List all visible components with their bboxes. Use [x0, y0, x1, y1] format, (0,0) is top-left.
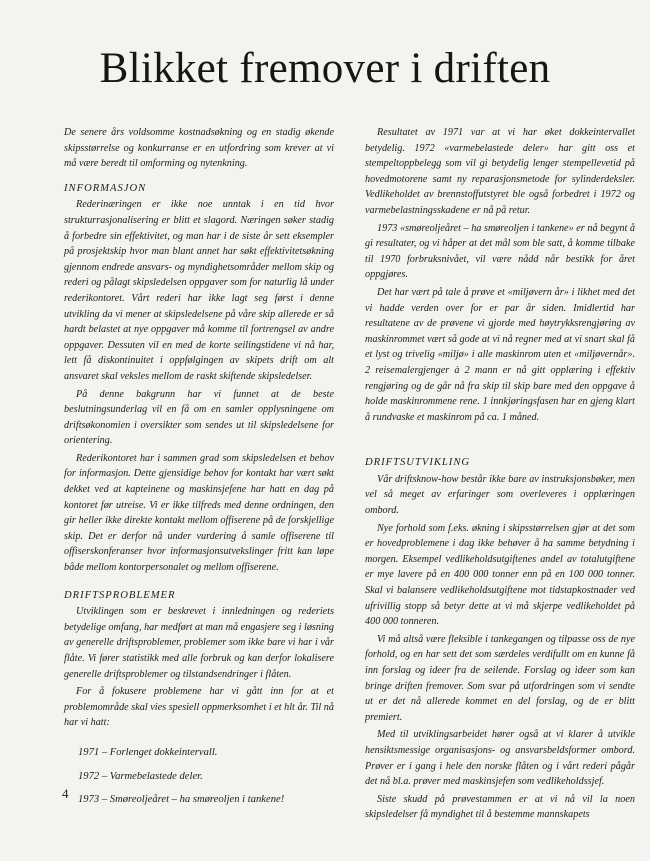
right-column: [365, 125, 635, 825]
body-paragraph: For å fokusere problemene har vi gått inn for at et problemområde skal vies spesiell oppmerksomhet i et hlt år. Til nå har vi hatt:: [64, 686, 334, 729]
list-item: 1971 – Forlenget dokkeintervall.: [78, 746, 218, 758]
body-paragraph: Nye forhold som f.eks. økning i skipsstørrelsen gjør at det som er hovedproblemene i dag ikke behøver å ha samme betydning i morgen. Eksempel vedlikeholdsutgiftenes andel av totalutgiftene er mye lavere på en 400 000 tonner enn på en 100 000 tonner. Skal vi balansere vedlikeholdsutgiftene mot tidstapkostnader ved ufrivillig stopp så betyr dette at vi må skjerpe vedlikeholdet på 400 000 tonneren.: [365, 522, 635, 628]
body-paragraph: Siste skudd på prøvestammen er at vi nå vil la noen skipsledelser få myndighet til å bestemme mannskapets: [365, 793, 635, 821]
page-title: Blikket fremover i driften: [99, 45, 551, 92]
body-paragraph: Det har vært på tale å prøve et «miljøvern år» i likhet med det vi hadde verden over for er par år siden. Imidlertid har resultatene av de prøvene vi gjorde med høytrykksrengjøring av maskinrommet vært så gode at vi nå regner med at vi snart skal få et lyst og trivelig «miljø» i alle maskinrom uten et «miljøvernår». 2 reisemalergjenger à 2 mann er nå gitt opplæring i effektiv rengjøring og de går nå fra skip til skip bare med den oppgave å holde maskinrommene rene. 1 innkjøringsfasen har en gjeng klart å rundvaske et maskinrom på ca. 1 måned.: [365, 286, 635, 423]
body-paragraph: 1973 «smøreoljeåret – ha smøreoljen i tankene» er nå begynt å gi resultater, og vi håper at det mål som ble satt, å komme tilbake til 1970 forbruksnivået, vil være nådd når bestikk for året oppgjøres.: [365, 222, 635, 281]
body-paragraph: Vår driftsknow-how består ikke bare av instruksjonsbøker, men vel så meget av erfaringer som overleveres i opplæringen ombord.: [365, 473, 635, 517]
body-paragraph: Resultatet av 1971 var at vi har øket dokkeintervallet betydelig. 1972 «varmebelastede deler» har gitt oss et stempeltoppbelegg som vil gi betydelig lenger stempellevetid på hovedmotorene samt ny reparasjonsmetode for sylinderdeksler. Vedlikeholdet av brennstoffutstyret ble også forbedret i 1972 og varmebelastningsskadene er nå på retur.: [365, 127, 635, 216]
section-heading-informasjon: INFORMASJON: [64, 182, 147, 194]
list-item: 1973 – Smøreoljeåret – ha smøreoljen i tankene!: [78, 794, 285, 806]
intro-paragraph: De senere års voldsomme kostnadsøkning og en stadig økende skipsstørrelse og konkurranse er en utfordring som krever at vi må være beredt til omforming og nytenkning.: [64, 127, 334, 170]
section-heading-driftsproblemer: DRIFTSPROBLEMER: [64, 589, 176, 601]
year-list: [78, 745, 334, 808]
body-paragraph: Rederinæringen er ikke noe unntak i en tid hvor strukturrasjonalisering er blitt et slagord. Næringen søker stadig å forbedre sin effektivitet, og man har i de siste år sett eksempler på prosjektskip hvor man blant annet har søkt effektivitetsøkning gjennom endrede ansvars- og myndighetsområder mellom skip og rederi og pålagt skipsledelsen oppgaver som for naturlig lå under rederikontoret. Vårt rederi har ikke lagt seg først i denne utvikling da vi mener at skipsledelsene på våre skip allerede er så hardt belastet at nye oppgaver må komme til fortrengsel av andre oppgaver. Dessuten vil en med de korte seilingstidene vi nå har, lett få diskontinuitet i oppfølgingen av skipets drift om alt ansvaret skal veksles mellom de raskt skiftende skipsledelser.: [64, 199, 334, 382]
page-number: 4: [62, 786, 69, 801]
section-heading-driftsutvikling: DRIFTSUTVIKLING: [365, 457, 471, 469]
list-item: 1972 – Varmebelastede deler.: [78, 770, 203, 782]
body-paragraph: Utviklingen som er beskrevet i innledningen og rederiets betydelige omfang, har medført at man må engasjere seg i løsning av generelle driftsproblemer, problemer som ikke bare vi har i vår flåte. Vi fører statistikk med alle forbruk og kan derfor lokalisere generelle driftsproblemer og tilstandsendringer i flåten.: [64, 606, 334, 680]
body-paragraph: Vi må altså være fleksible i tankegangen og tilpasse oss de nye forhold, og en har sett det som særdeles verdifullt om en kunne få inn forslag og ideer fra de seilende. Forslag og ideer som kan bringe driften fremover. Som svar på utfordringen som vi sendte ut er det nå allerede kommet en del forslag, og de er blitt premiert.: [365, 633, 635, 723]
left-column: [64, 125, 334, 816]
body-paragraph: Med til utviklingsarbeidet hører også at vi klarer å utvikle hensiktsmessige organisasjons- og ansvarsbeldsformer ombord. Prøver er i gang i hele den norske flåten og i vårt rederi pågår det nå bl.a. prøver med maskinsjefen som vedlikeholdssjef.: [365, 729, 635, 788]
body-paragraph: På denne bakgrunn har vi funnet at de beste beslutningsunderlag vil en få om en samler opplysningene om driftsøkonomien i oversikter som sendes ut til skipsledelsene for orientering.: [64, 388, 334, 447]
body-paragraph: Rederikontoret har i sammen grad som skipsledelsen et behov for informasjon. Dette gjensidige behov for kontakt har vært søkt dekket ved at kapteinene og maskinsjefene har hatt en dag på kontoret før utreise. Vi er ikke tilfreds med denne ordningen, den gir heller ikke direkte kontakt mellom offiserene på de forskjellige skip. Det er derfor nå under vurdering å samle offiserene til offiserskonferanser hvor informasjonsutvekslinger fritt kan løpe både mellom kontorpersonalet og mellom offiserene.: [64, 452, 334, 574]
